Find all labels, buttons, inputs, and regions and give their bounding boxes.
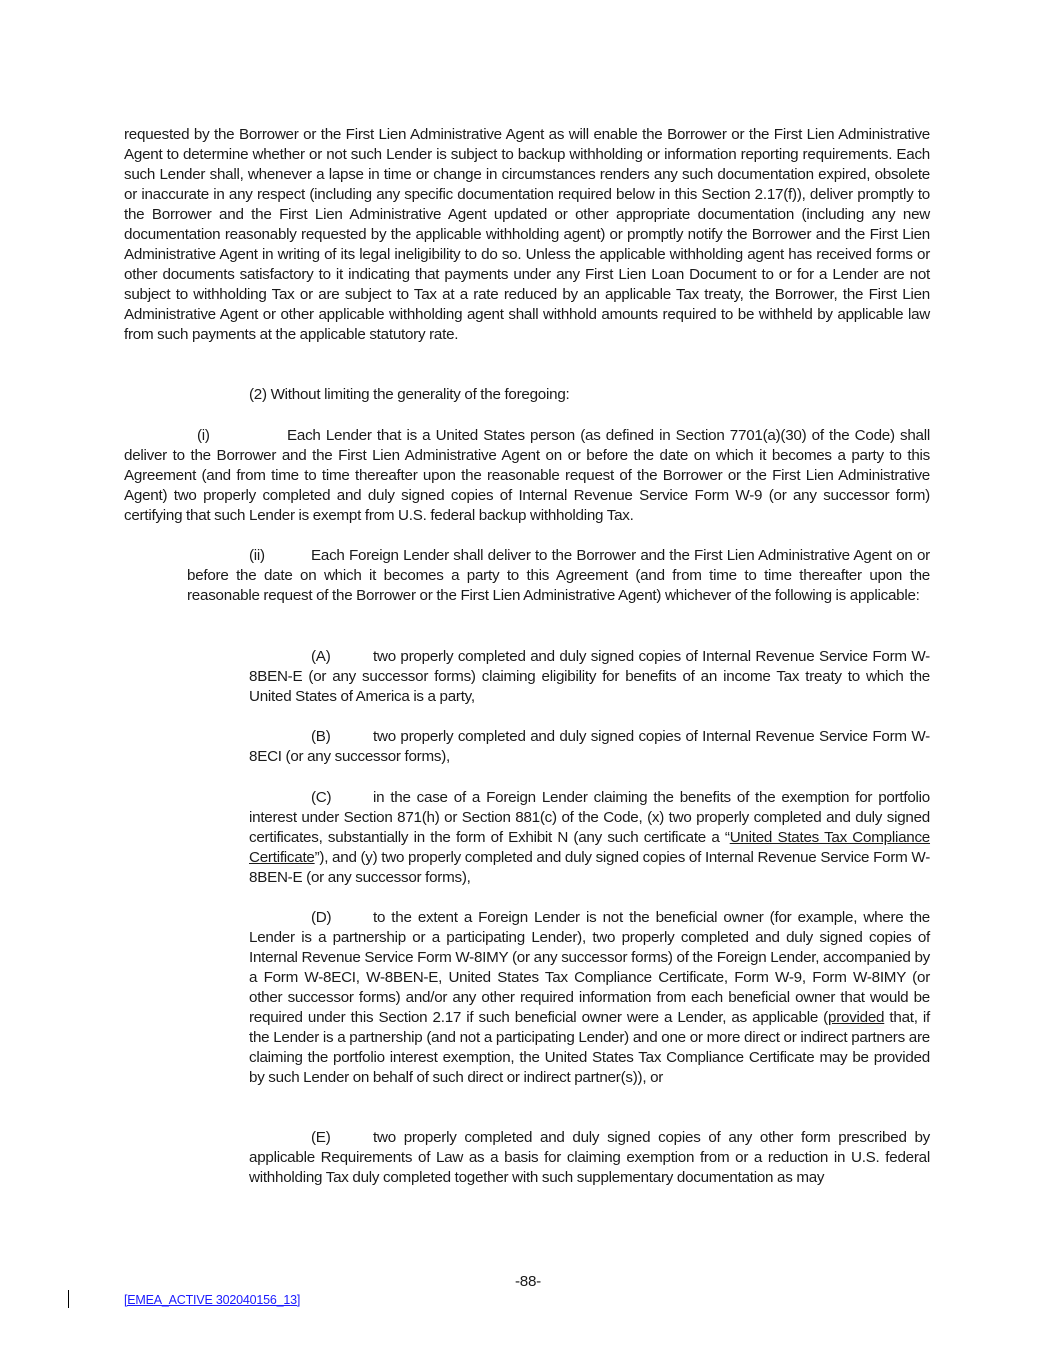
clause-b-label: (B)	[311, 728, 331, 745]
footer-document-reference[interactable]: [EMEA_ACTIVE 302040156_13]	[124, 1293, 301, 1307]
clause-d-text-after: that, if the Lender is a partnership (and not a participating Lender) and one or more direct or indirect partners are claiming the portfolio interest exemption, the United States Tax Compliance Certificate may be provided by such Lender on behalf of such direct or indirect partner(s)), or	[249, 1009, 930, 1086]
clause-d-paragraph	[249, 908, 930, 1088]
clause-e-label: (E)	[311, 1129, 331, 1146]
clause-i-text: Each Lender that is a United States person (as defined in Section 7701(a)(30) of the Code) shall deliver to the Borrower and the First Lien Administrative Agent on or before the date on which it becomes a party to this Agreement (and from time to time thereafter upon the reasonable request of the Borrower or the First Lien Administrative Agent) two properly completed and duly signed copies of Internal Revenue Service Form W-9 (or any successor form) certifying that such Lender is exempt from U.S. federal backup withholding Tax.	[124, 427, 930, 524]
clause-ii-label: (ii)	[249, 547, 265, 564]
page-number: -88-	[514, 1273, 541, 1290]
clause-b-text: two properly completed and duly signed copies of Internal Revenue Service Form W-8ECI (or any successor forms),	[249, 728, 930, 765]
clause-d-label: (D)	[311, 909, 332, 926]
proviso-term: provided	[828, 1009, 885, 1026]
revision-change-bar	[68, 1290, 69, 1308]
clause-2-paragraph	[249, 385, 930, 405]
clause-c-text-before: in the case of a Foreign Lender claiming the benefits of the exemption for portfolio interest under Section 871(h) or Section 881(c) of the Code, (x) two properly completed and duly signed certificates, substantially in the form of Exhibit N (any such certificate a “	[249, 789, 930, 846]
clause-d-text-before: to the extent a Foreign Lender is not the beneficial owner (for example, where the Lender is a partnership or a participating Lender), two properly completed and duly signed copies of Internal Revenue Service Form W-8IMY (or any successor forms) of the Foreign Lender, accompanied by a Form W-8ECI, W-8BEN-E, United States Tax Compliance Certificate, Form W-9, Form W-8IMY (or other successor forms) and/or any other required information from each beneficial owner that would be required under this Section 2.17 if such beneficial owner were a Lender, as applicable (	[249, 909, 930, 1026]
clause-c-paragraph	[249, 788, 930, 888]
clause-e-paragraph	[249, 1128, 930, 1188]
clause-i-paragraph	[124, 426, 930, 526]
clause-ii-paragraph	[187, 546, 930, 606]
clause-i-label: (i)	[197, 427, 210, 444]
clause-c-label: (C)	[311, 789, 332, 806]
clause-e-text: two properly completed and duly signed copies of any other form prescribed by applicable Requirements of Law as a basis for claiming exemption from or a reduction in U.S. federal withholding Tax duly completed together with such supplementary documentation as may	[249, 1129, 930, 1186]
defined-term-tax-compliance-certificate: United States Tax Compliance Certificate	[249, 829, 931, 866]
clause-a-text: two properly completed and duly signed copies of Internal Revenue Service Form W-8BEN-E (or any successor forms) claiming eligibility for benefits of an income Tax treaty to which the United States of America is a party,	[249, 648, 930, 705]
clause-2-text: (2) Without limiting the generality of the foregoing:	[249, 386, 570, 403]
clause-c-text-after: ”), and (y) two properly completed and duly signed copies of Internal Revenue Service Form W-8BEN-E (or any successor forms),	[249, 849, 930, 886]
intro-paragraph	[124, 125, 930, 345]
clause-ii-text: Each Foreign Lender shall deliver to the Borrower and the First Lien Administrative Agent on or before the date on which it becomes a party to this Agreement (and from time to time thereafter upon the reasonable request of the Borrower or the First Lien Administrative Agent) whichever of the following is applicable:	[187, 547, 930, 604]
intro-text: requested by the Borrower or the First Lien Administrative Agent as will enable the Borrower or the First Lien Administrative Agent to determine whether or not such Lender is subject to backup withholding or information reporting requirements. Each such Lender shall, whenever a lapse in time or change in circumstances renders any such documentation expired, obsolete or inaccurate in any respect (including any specific documentation required below in this Section 2.17(f)), deliver promptly to the Borrower and the First Lien Administrative Agent updated or other appropriate documentation (including any new documentation reasonably requested by the applicable withholding agent) or promptly notify the Borrower and the First Lien Administrative Agent in writing of its legal ineligibility to do so. Unless the applicable withholding agent has received forms or other documents satisfactory to it indicating that payments under any First Lien Loan Document to or for a Lender are not subject to withholding Tax or are subject to Tax at a rate reduced by an applicable Tax treaty, the Borrower, the First Lien Administrative Agent or other applicable withholding agent shall withhold amounts required to be withheld by applicable law from such payments at the applicable statutory rate.	[124, 126, 930, 343]
clause-b-paragraph	[249, 727, 930, 767]
clause-a-paragraph	[249, 647, 930, 707]
clause-a-label: (A)	[311, 648, 331, 665]
